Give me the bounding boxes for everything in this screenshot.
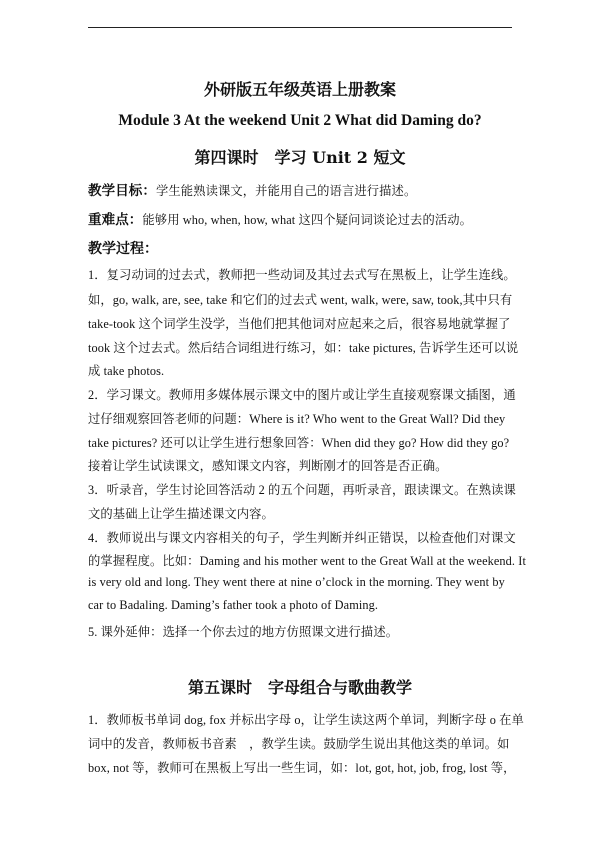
body-line: 文的基础上让学生描述课文内容。	[88, 507, 274, 521]
body-line: 5. 课外延伸：选择一个你去过的地方仿照课文进行描述。	[88, 625, 399, 639]
body-line: 1．复习动词的过去式，教师把一些动词及其过去式写在黑板上，让学生连线。	[88, 268, 516, 282]
body-line: 过仔细观察回答老师的问题：Where is it? Who went to the Great Wall? Did they	[88, 412, 506, 426]
body-line: 接着让学生试读课文，感知课文内容，判断刚才的回答是否正确。	[88, 459, 448, 473]
body-line: take pictures? 还可以让学生进行想象回答：When did they go? How did they go?	[88, 436, 510, 450]
body-line: car to Badaling. Daming’s father took a photo of Daming.	[88, 598, 379, 612]
key-points-label: 重难点：	[88, 212, 143, 227]
teaching-goal-label: 教学目标：	[88, 183, 156, 198]
body-line: 2．学习课文。教师用多媒体展示课文中的图片或让学生直接观察课文插图，通	[88, 388, 516, 402]
body-line: took 这个过去式。然后结合词组进行练习，如：take pictures, 告诉学生还可以说	[88, 341, 519, 355]
teaching-goal-text: 学生能熟读课文，并能用自己的语言进行描述。	[156, 184, 417, 198]
body-line: is very old and long. They went there at nine o’clock in the morning. They went by	[88, 575, 505, 589]
body-line: 3．听录音，学生讨论回答活动 2 的五个问题，再听录音，跟读课文。在熟读课	[88, 483, 516, 497]
body-line: box, not 等，教师可在黑板上写出一些生词，如：lot, got, hot, job, frog, lost 等，	[88, 761, 516, 775]
lesson4-heading: 第四课时 学习 Unit 2 短文	[194, 148, 406, 167]
body-line: 词中的发音，教师板书音素 ，教学生读。鼓励学生说出其他这类的单词。如	[88, 737, 510, 751]
body-line: 1．教师板书单词 dog, fox 并标出字母 o，让学生读这两个单词，判断字母 o 在单	[88, 713, 524, 727]
lesson5-heading: 第五课时 字母组合与歌曲教学	[187, 678, 412, 697]
body-line: take-took 这个词学生没学，当他们把其他词对应起来之后，很容易地就掌握了	[88, 317, 511, 331]
module-title: Module 3 At the weekend Unit 2 What did Daming do?	[118, 112, 482, 129]
process-heading: 教学过程：	[88, 241, 158, 257]
document-title: 外研版五年级英语上册教案	[203, 80, 396, 99]
key-points	[88, 208, 528, 228]
body-line: 的掌握程度。比如：Daming and his mother went to the Great Wall at the weekend. It	[88, 554, 526, 568]
header-rule	[88, 27, 512, 28]
teaching-goal	[88, 179, 528, 199]
body-line: 如，go, walk, are, see, take 和它们的过去式 went, walk, were, saw, took,其中只有	[88, 293, 513, 307]
body-line: 4．教师说出与课文内容相关的句子，学生判断并纠正错误，以检查他们对课文	[88, 531, 516, 545]
body-line: 成 take photos.	[88, 364, 165, 378]
key-points-text: 能够用 who, when, how, what 这四个疑问词谈论过去的活动。	[142, 213, 473, 227]
